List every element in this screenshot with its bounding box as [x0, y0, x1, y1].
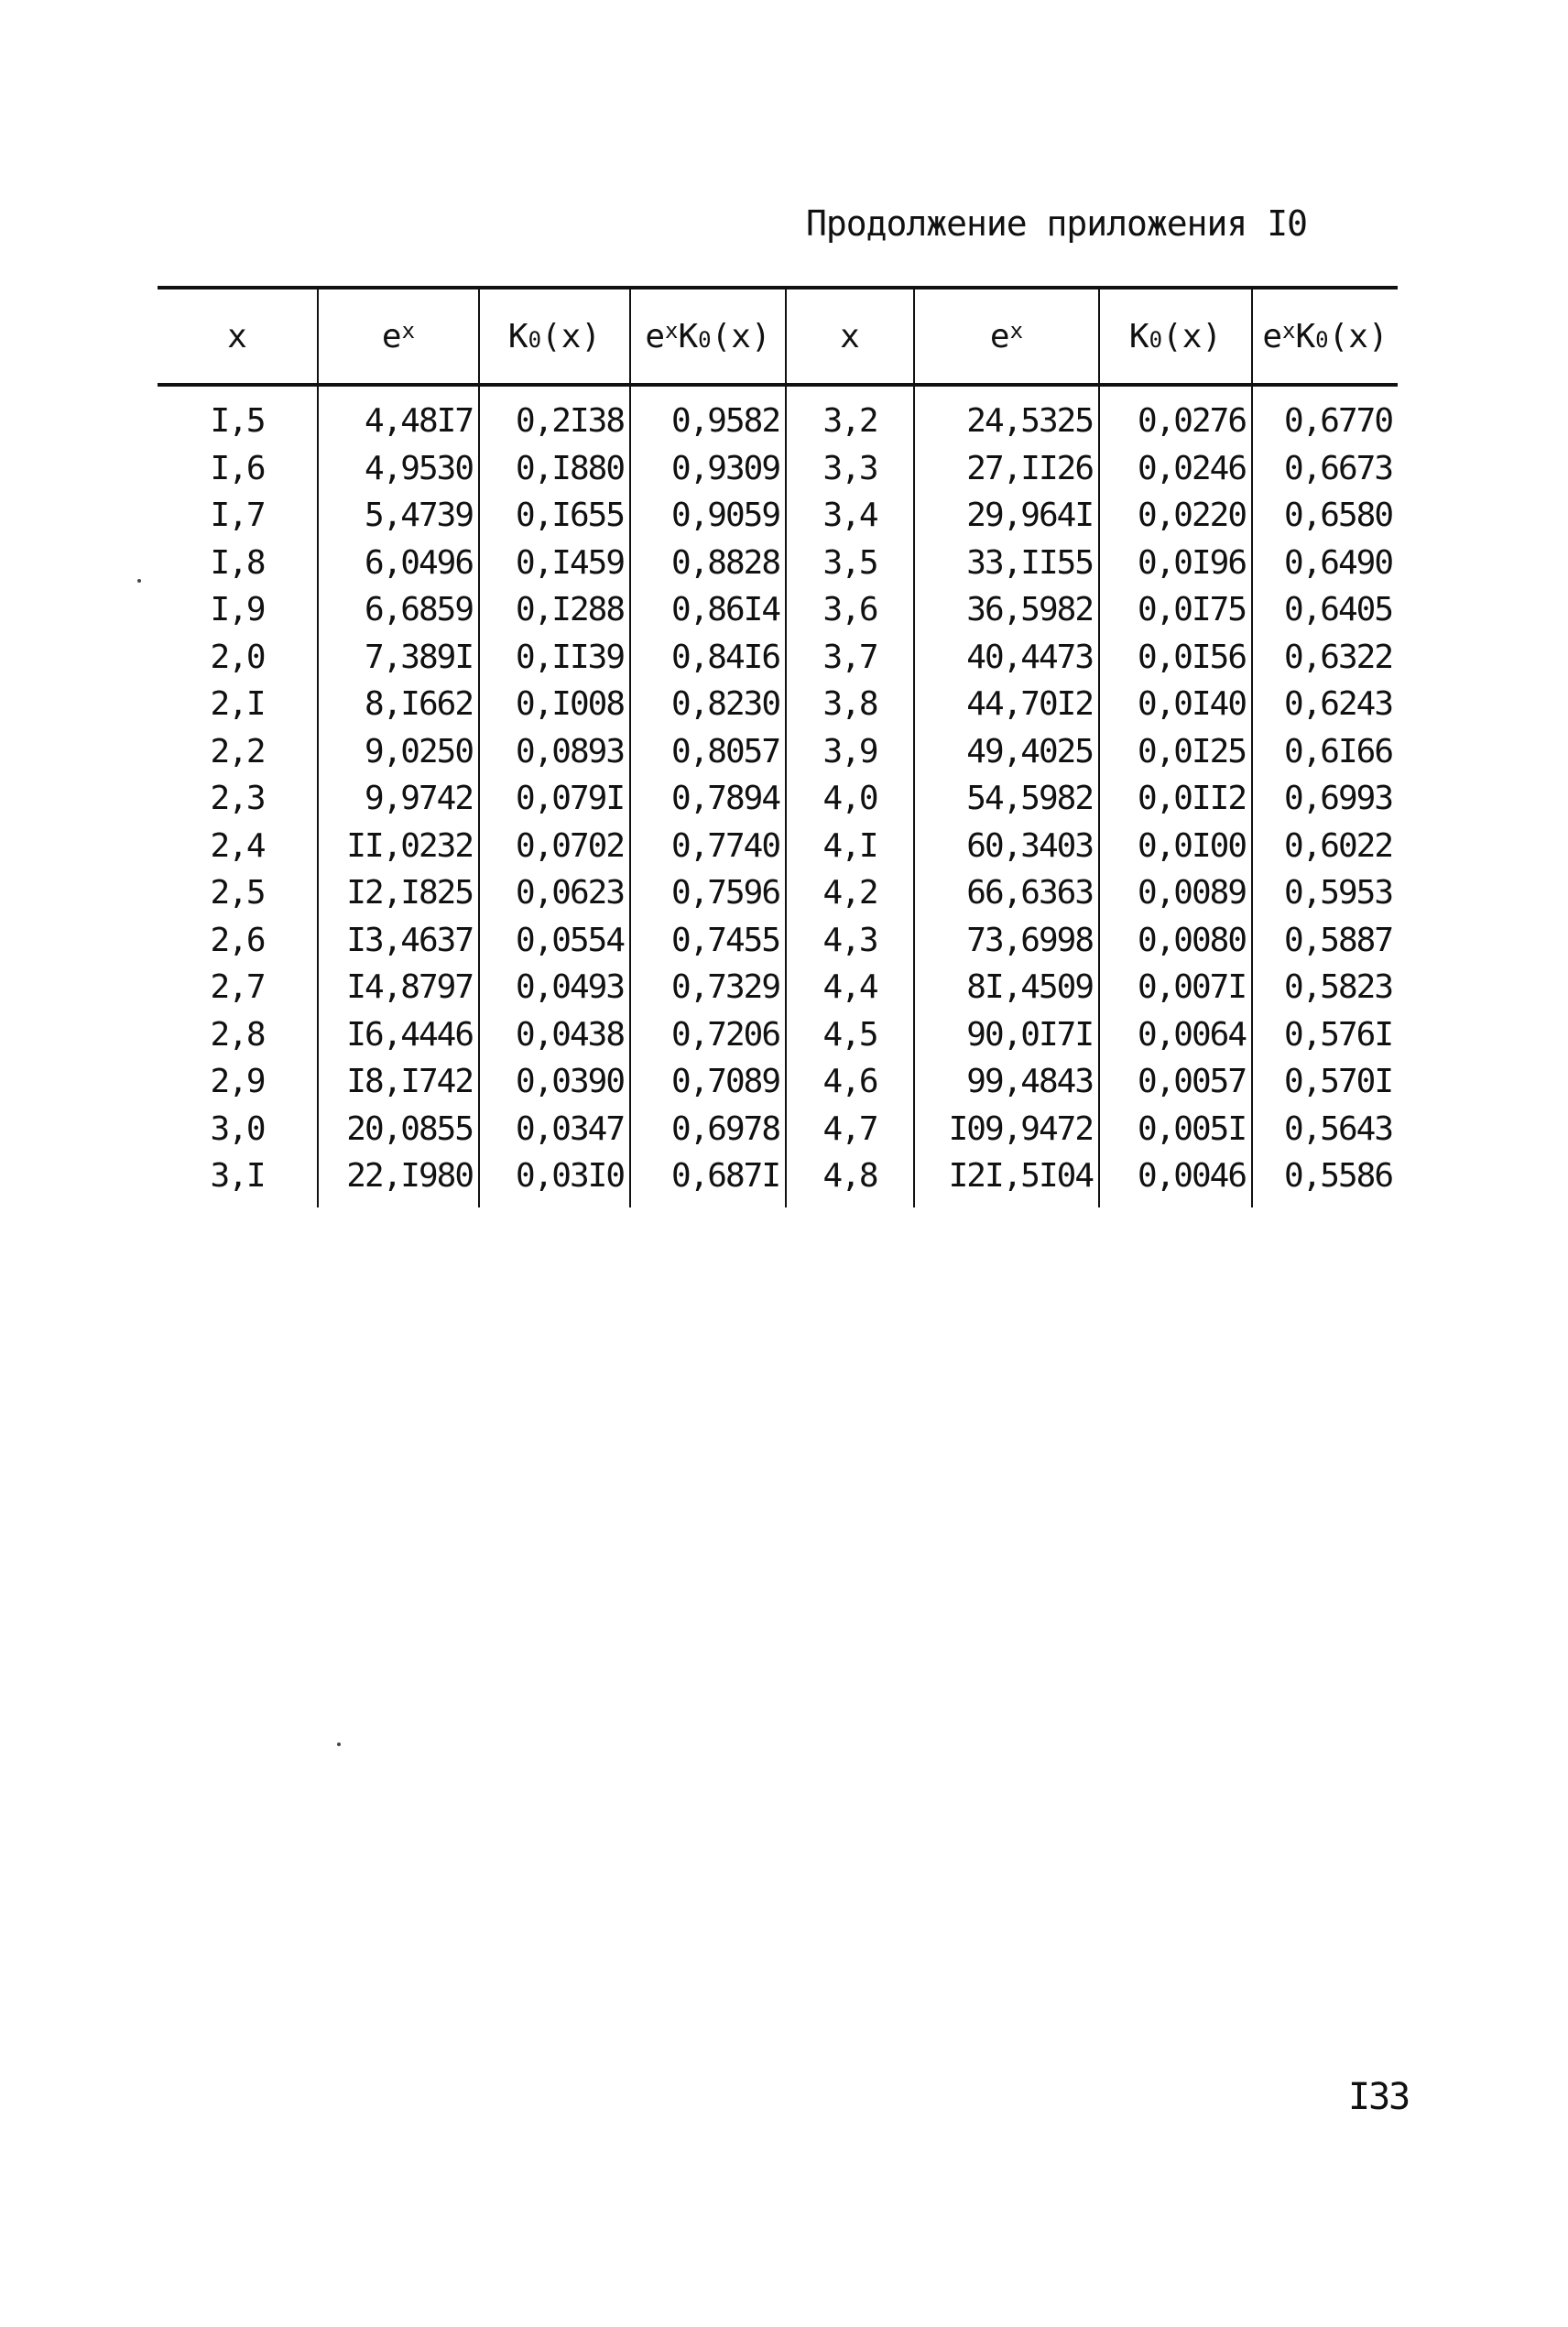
table-cell: I2I,5I04	[948, 1157, 1093, 1195]
table-cell: 4,I	[822, 826, 877, 865]
table-cell: 0,0347	[515, 1109, 624, 1148]
table-cell: 0,84I6	[670, 638, 779, 676]
table-cell: 0,0I96	[1137, 543, 1246, 582]
table-cell: 4,0	[822, 780, 877, 817]
table-cell: I,8	[210, 543, 265, 582]
table-cell: 9,9742	[364, 780, 473, 817]
table-cell: 0,7596	[670, 874, 779, 912]
table-cell: 0,9582	[670, 402, 779, 440]
table-cell: 2,5	[210, 874, 265, 912]
table-cell: 2,0	[210, 638, 265, 676]
table-cell: I2,I825	[346, 874, 473, 912]
table-cell: 0,0554	[515, 921, 624, 959]
table-cell: 4,48I7	[364, 402, 473, 440]
table-cell: 2,I	[210, 685, 265, 723]
table-cell: 0,0893	[515, 732, 624, 770]
table-cell: 2,7	[210, 968, 265, 1006]
table-cell: 3,9	[822, 732, 877, 770]
table-cell: 0,6022	[1283, 826, 1392, 865]
table-cell: 2,2	[210, 732, 265, 770]
table-cell: 2,3	[210, 780, 265, 817]
table-cell: 3,0	[210, 1109, 265, 1148]
table-cell: 0,6322	[1283, 638, 1392, 676]
table-cell: 0,6490	[1283, 543, 1392, 582]
table-cell: 0,9309	[670, 449, 779, 487]
table-cell: 0,2I38	[515, 402, 624, 440]
table-cell: 36,5982	[966, 591, 1093, 628]
table-cell: 24,5325	[966, 402, 1093, 440]
table-cell: 0,0702	[515, 826, 624, 865]
table-cell: 8I,4509	[966, 968, 1093, 1006]
table-cell: 0,7740	[670, 826, 779, 865]
table-cell: 27,II26	[966, 449, 1093, 487]
table-cell: 0,6243	[1283, 685, 1392, 723]
scan-speck	[337, 1743, 341, 1746]
table-cell: 4,4	[822, 968, 877, 1006]
table-body	[158, 387, 1398, 1207]
table-cell: 0,6I66	[1283, 732, 1392, 770]
table-cell: 8,I662	[364, 685, 473, 723]
header-x-2: x	[785, 290, 913, 383]
table-cell: 3,4	[822, 497, 877, 534]
header-k0: K $_0$ (x)	[478, 290, 629, 383]
table-cell: 49,4025	[966, 732, 1093, 770]
table-cell: 0,7089	[670, 1063, 779, 1100]
table-cell: I09,9472	[948, 1109, 1093, 1148]
table-cell: 0,0089	[1137, 874, 1246, 912]
table-cell: 0,0I00	[1137, 826, 1246, 865]
table-cell: 0,86I4	[670, 591, 779, 628]
table-cell: 0,6978	[670, 1109, 779, 1148]
table-cell: 0,0390	[515, 1063, 624, 1100]
header-ex-2: e $^x$	[913, 290, 1098, 383]
column-left-exk0	[629, 387, 785, 1207]
table-cell: 0,5643	[1283, 1109, 1392, 1148]
table-cell: I,7	[210, 497, 265, 534]
table-cell: 0,0064	[1137, 1015, 1246, 1054]
table-cell: 6,0496	[364, 543, 473, 582]
table-cell: I,9	[210, 591, 265, 628]
table-cell: 40,4473	[966, 638, 1093, 676]
table-cell: 0,6993	[1283, 780, 1392, 817]
table-cell: 0,8057	[670, 732, 779, 770]
table-cell: 0,5586	[1283, 1157, 1392, 1195]
table-cell: 4,8	[822, 1157, 877, 1195]
column-right-k0	[1098, 387, 1251, 1207]
table-cell: 0,I880	[515, 449, 624, 487]
page-number: I33	[1348, 2076, 1410, 2118]
column-right-ex	[913, 387, 1098, 1207]
table-cell: 0,5887	[1283, 921, 1392, 959]
header-k0-2: K $_0$ (x)	[1098, 290, 1251, 383]
table-cell: 0,6673	[1283, 449, 1392, 487]
table-cell: 0,I459	[515, 543, 624, 582]
table-cell: I3,4637	[346, 921, 473, 959]
table-cell: 0,8230	[670, 685, 779, 723]
column-right-x	[785, 387, 913, 1207]
table-cell: 0,0I56	[1137, 638, 1246, 676]
table-cell: 2,6	[210, 921, 265, 959]
table-cell: 0,0080	[1137, 921, 1246, 959]
table-cell: 0,7894	[670, 780, 779, 817]
table-cell: 2,8	[210, 1015, 265, 1054]
table-cell: 3,I	[210, 1157, 265, 1195]
table-cell: 0,6405	[1283, 591, 1392, 628]
column-left-x	[158, 387, 317, 1207]
table-cell: I4,8797	[346, 968, 473, 1006]
table-cell: 0,0I75	[1137, 591, 1246, 628]
table-cell: 0,0057	[1137, 1063, 1246, 1100]
table-cell: 0,5953	[1283, 874, 1392, 912]
table-cell: I,6	[210, 449, 265, 487]
table-cell: I8,I742	[346, 1063, 473, 1100]
table-cell: 54,5982	[966, 780, 1093, 817]
table-cell: 66,6363	[966, 874, 1093, 912]
table-cell: 0,I008	[515, 685, 624, 723]
table-cell: II,0232	[346, 826, 473, 865]
table-cell: 3,6	[822, 591, 877, 628]
table-cell: 0,0I40	[1137, 685, 1246, 723]
table-cell: 0,5823	[1283, 968, 1392, 1006]
table-cell: 73,6998	[966, 921, 1093, 959]
table-cell: 0,7455	[670, 921, 779, 959]
table-cell: 0,570I	[1283, 1063, 1392, 1100]
table-cell: 3,2	[822, 402, 877, 440]
table-cell: 0,0623	[515, 874, 624, 912]
table-cell: I,5	[210, 402, 265, 440]
table-cell: 0,079I	[515, 780, 624, 817]
table-cell: 6,6859	[364, 591, 473, 628]
table-cell: 5,4739	[364, 497, 473, 534]
table-caption: Продолжение приложения I0	[806, 203, 1307, 244]
table-cell: 0,687I	[670, 1157, 779, 1195]
table-cell: 4,3	[822, 921, 877, 959]
table-cell: 0,576I	[1283, 1015, 1392, 1054]
table-cell: 0,0I25	[1137, 732, 1246, 770]
table-cell: 0,0046	[1137, 1157, 1246, 1195]
table-cell: 60,3403	[966, 826, 1093, 865]
table-cell: 0,0438	[515, 1015, 624, 1054]
column-left-ex	[317, 387, 478, 1207]
table-cell: 90,0I7I	[966, 1015, 1093, 1054]
column-right-exk0	[1251, 387, 1398, 1207]
table-cell: 4,7	[822, 1109, 877, 1148]
data-table	[158, 286, 1398, 1207]
table-cell: 0,8828	[670, 543, 779, 582]
table-cell: 9,0250	[364, 732, 473, 770]
table-cell: 0,005I	[1137, 1109, 1246, 1148]
table-cell: 3,7	[822, 638, 877, 676]
table-cell: 0,6770	[1283, 402, 1392, 440]
table-cell: 4,5	[822, 1015, 877, 1054]
table-cell: 0,I655	[515, 497, 624, 534]
table-cell: 3,8	[822, 685, 877, 723]
table-cell: 4,2	[822, 874, 877, 912]
table-cell: 0,0276	[1137, 402, 1246, 440]
table-cell: I6,4446	[346, 1015, 473, 1054]
table-cell: 0,7329	[670, 968, 779, 1006]
table-cell: 0,6580	[1283, 497, 1392, 534]
table-cell: 7,389I	[364, 638, 473, 676]
table-cell: 0,0II2	[1137, 780, 1246, 817]
header-x: x	[227, 317, 247, 355]
table-cell: 0,0246	[1137, 449, 1246, 487]
table-header-row	[158, 290, 1398, 383]
table-cell: 2,9	[210, 1063, 265, 1100]
header-exk0: e $^x$ K $_0$ (x)	[629, 290, 785, 383]
table-cell: 0,7206	[670, 1015, 779, 1054]
table-cell: 4,6	[822, 1063, 877, 1100]
table-cell: 33,II55	[966, 543, 1093, 582]
table-cell: 0,0220	[1137, 497, 1246, 534]
table-cell: 3,5	[822, 543, 877, 582]
scan-speck	[137, 579, 141, 583]
table-cell: 22,I980	[346, 1157, 473, 1195]
table-cell: 0,9059	[670, 497, 779, 534]
table-cell: 29,964I	[966, 497, 1093, 534]
table-cell: 99,4843	[966, 1063, 1093, 1100]
table-cell: 3,3	[822, 449, 877, 487]
header-ex: e $^x$	[317, 290, 478, 383]
table-cell: 0,I288	[515, 591, 624, 628]
table-cell: 44,70I2	[966, 685, 1093, 723]
table-cell: 0,007I	[1137, 968, 1246, 1006]
table-cell: 4,9530	[364, 449, 473, 487]
table-cell: 0,0493	[515, 968, 624, 1006]
column-left-k0	[478, 387, 629, 1207]
table-cell: 0,03I0	[515, 1157, 624, 1195]
header-exk0-2: e $^x$ K $_0$ (x)	[1251, 290, 1398, 383]
table-cell: 2,4	[210, 826, 265, 865]
table-cell: 0,II39	[515, 638, 624, 676]
table-cell: 20,0855	[346, 1109, 473, 1148]
